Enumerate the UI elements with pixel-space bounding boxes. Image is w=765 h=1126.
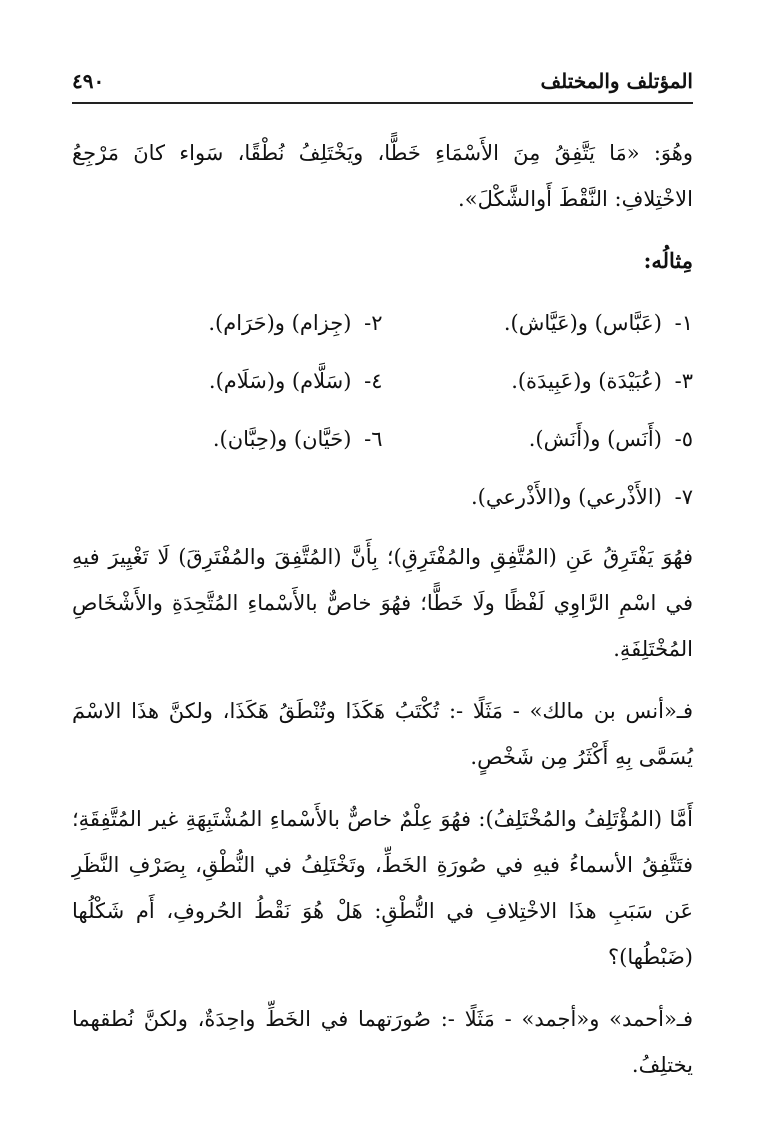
example-text: (حَيَّان) و(حِبَّان). xyxy=(212,427,352,451)
body-paragraph: فـ«أنس بن مالك» - مَثَلًا -: تُكْتَبُ هَكَذَا وتُنْطَقُ هَكَذَا، ولكنَّ هذَا الاسْمَ يُسَمَّى بِهِ أَكْثَرُ مِن شَخْصٍ. xyxy=(72,699,693,769)
example-item xyxy=(72,416,383,462)
example-text: (عَبَّاس) و(عَيَّاش). xyxy=(503,311,662,335)
example-text: (جِزام) و(حَرَام). xyxy=(208,311,352,335)
example-item xyxy=(383,474,694,520)
body-paragraph: فـ«أحمد» و«أجمد» - مَثَلًا -: صُورَتهما في الخَطِّ واحِدَةٌ، ولكنَّ نُطقهما يختلِفُ. xyxy=(72,1007,693,1077)
example-number: ١- xyxy=(674,311,693,335)
examples-row xyxy=(72,410,693,468)
examples-row xyxy=(72,352,693,410)
example-item xyxy=(383,358,694,404)
definition-paragraph: وهُوَ: «مَا يَتَّفِقُ مِنَ الأَسْمَاءِ خَطًّا، ويَخْتَلِفُ نُطْقًا، سَواء كانَ مَرْجِعُ الاخْتِلافِ: النَّقْطَ أَوالشَّكْلَ». xyxy=(72,141,693,211)
example-number: ٢- xyxy=(364,311,383,335)
example-heading: مِثالُه: xyxy=(643,248,693,273)
example-text: (أَنَس) و(أَنَش). xyxy=(528,427,662,451)
body-paragraph: أَمَّا (المُؤْتَلِفُ والمُخْتَلِفُ): فهُوَ عِلْمٌ خاصٌّ بالأَسْماءِ المُشْتَبِهَةِ غير المُتَّفِقَةِ؛ فتَتَّفِقُ الأسماءُ فيهِ في صُورَةِ الخَطِّ، وتَخْتَلِفُ في النُّطْقِ، بِصَرْفِ النَّظَرِ عَن سَبَبِ هذَا الاخْتِلافِ في النُّطْقِ: هَلْ هُوَ نَقْطُ الحُروفِ، أَم شَكْلُها (ضَبْطُها)؟ xyxy=(72,807,693,969)
header-rule xyxy=(72,102,693,104)
page-body xyxy=(72,130,693,1104)
example-number: ٥- xyxy=(674,427,693,451)
example-item xyxy=(72,300,383,346)
page-number: ٤٩٠ xyxy=(72,69,105,93)
example-number: ٣- xyxy=(674,369,693,393)
example-item xyxy=(383,300,694,346)
example-text: (الأَذْرعي) و(الأَذْرعي). xyxy=(470,485,662,509)
examples-row xyxy=(72,294,693,352)
page-header xyxy=(72,64,693,98)
example-number: ٦- xyxy=(364,427,383,451)
examples-row xyxy=(72,468,693,526)
example-text: (عُبَيْدَة) و(عَبِيدَة). xyxy=(511,369,662,393)
example-item xyxy=(383,416,694,462)
example-number: ٧- xyxy=(674,485,693,509)
running-title: المؤتلف والمختلف xyxy=(540,69,693,93)
example-number: ٤- xyxy=(364,369,383,393)
examples-list xyxy=(72,294,693,526)
body-paragraph: فهُوَ يَفْتَرِقُ عَنِ (المُتَّفِقِ والمُفْتَرِقِ)؛ بِأَنَّ (المُتَّفِقَ والمُفْتَرِقَ) لَا تَغْيِيرَ فيهِ في اسْمِ الرَّاوِي لَفْظًا ولَا خَطًّا؛ فهُوَ خاصٌّ بالأَسْماءِ المُتَّحِدَةِ والأَشْخَاصِ المُخْتَلِفَةِ. xyxy=(72,545,693,661)
example-text: (سَلَّام) و(سَلَام). xyxy=(208,369,352,393)
example-item xyxy=(72,358,383,404)
